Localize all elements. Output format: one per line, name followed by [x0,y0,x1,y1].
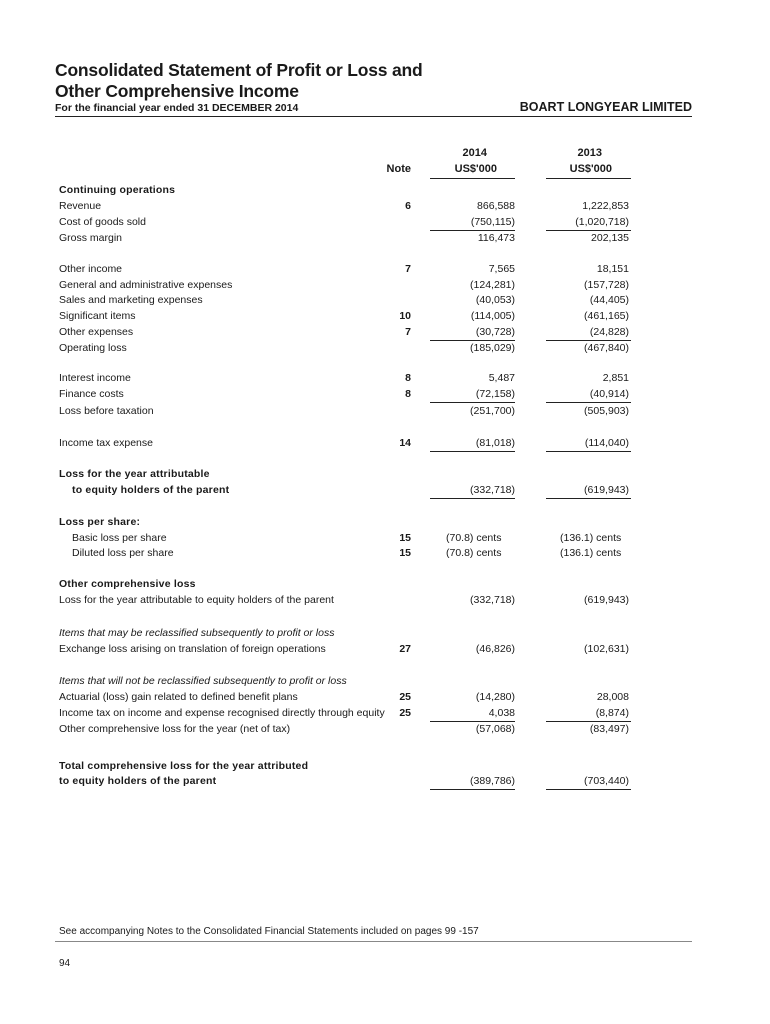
value-2014: (389,786) [470,775,515,787]
row-general-administrative [0,277,770,293]
row-interest-income [0,370,770,386]
row-note: 6 [405,200,411,212]
value-2014: 866,588 [477,200,515,212]
value-2014: (185,029) [470,342,515,354]
column-underline-2014 [430,178,515,179]
row-other-income [0,261,770,277]
column-unit-2013: US$'000 [569,163,612,175]
value-2014: (46,826) [475,643,515,655]
footer-divider [55,941,692,942]
value-2013: (102,631) [584,643,629,655]
subsection-label: Items that will not be reclassified subsequently to profit or loss [59,675,347,687]
row-label: Other comprehensive loss for the year (net of tax) [59,723,291,735]
column-underline-2013 [546,178,631,179]
header-divider [55,116,692,117]
section-label: Loss per share: [59,516,141,528]
row-revenue [0,198,770,214]
row-label: General and administrative expenses [59,279,233,291]
row-label: Other expenses [59,326,134,338]
row-diluted-loss-per-share [0,545,770,561]
row-note: 15 [399,532,411,544]
value-2014: (14,280) [475,691,515,703]
total-rule-2013 [546,789,631,790]
row-total-heading [0,758,770,774]
period-subtitle: For the financial year ended 31 DECEMBER 2014 [55,102,299,114]
row-note: 25 [399,691,411,703]
subtotal-rule-2014 [430,451,515,452]
value-2013: (114,040) [584,437,629,449]
row-note: 8 [405,372,411,384]
value-2013: (505,903) [584,405,629,417]
row-loss-attributable-heading [0,466,770,482]
row-label: Income tax expense [59,437,153,449]
value-2014: (40,053) [475,294,515,306]
value-2013: 202,135 [591,232,629,244]
value-2013: (44,405) [589,294,629,306]
row-label: Significant items [59,310,136,322]
value-2014: (72,158) [475,388,515,400]
row-sales-marketing [0,292,770,308]
row-total-comprehensive-loss [0,773,770,789]
row-other-comprehensive-net [0,721,770,737]
value-2013: (24,828) [589,326,629,338]
section-loss-per-share [0,514,770,530]
row-label: Gross margin [59,232,123,244]
row-label: Total comprehensive loss for the year attributed [59,760,309,772]
value-2013: (467,840) [584,342,629,354]
subsection-items-reclassified [0,625,770,641]
row-label: Income tax on income and expense recognised directly through equity [59,707,385,719]
row-income-tax-equity [0,705,770,721]
value-2014: (124,281) [470,279,515,291]
row-label: Diluted loss per share [72,547,174,559]
page-number: 94 [59,958,71,969]
row-label: Finance costs [59,388,124,400]
row-label: to equity holders of the parent [59,775,217,787]
row-exchange-loss [0,641,770,657]
row-label: Exchange loss arising on translation of foreign operations [59,643,326,655]
value-2013: (703,440) [584,775,629,787]
footer-note: See accompanying Notes to the Consolidated Financial Statements included on pages 99 -157 [59,926,479,937]
row-label: Loss before taxation [59,405,154,417]
value-2013: (157,728) [584,279,629,291]
value-2014: (114,005) [470,310,515,322]
value-2013: 18,151 [596,263,629,275]
row-other-expenses [0,324,770,340]
value-2013: (619,943) [584,594,629,606]
value-2014: 7,565 [488,263,515,275]
column-unit-2014: US$'000 [454,163,497,175]
row-loss-attributable-parent [0,592,770,608]
row-note: 27 [399,643,411,655]
row-label: Operating loss [59,342,127,354]
value-2013: (40,914) [589,388,629,400]
value-2014: (57,068) [475,723,515,735]
row-loss-before-taxation [0,403,770,419]
row-note: 14 [399,437,411,449]
value-2013: (619,943) [584,484,629,496]
value-2013: (8,874) [595,707,629,719]
row-label: Other income [59,263,123,275]
value-2013: (136.1) cents [560,532,622,544]
row-basic-loss-per-share [0,530,770,546]
row-label: Loss for the year attributable [59,468,210,480]
value-2014: (750,115) [470,216,515,228]
row-note: 7 [405,326,411,338]
value-2014: 4,038 [488,707,515,719]
row-label: Cost of goods sold [59,216,146,228]
row-label: Loss for the year attributable to equity holders of the parent [59,594,334,606]
value-2014: (70.8) cents [446,547,502,559]
value-2013: (136.1) cents [560,547,622,559]
value-2013: (83,497) [589,723,629,735]
value-2013: (461,165) [584,310,629,322]
row-finance-costs [0,386,770,402]
value-2014: (332,718) [470,484,515,496]
subsection-label: Items that may be reclassified subsequently to profit or loss [59,627,335,639]
row-label: Actuarial (loss) gain related to defined benefit plans [59,691,298,703]
value-2014: 5,487 [488,372,515,384]
row-note: 7 [405,263,411,275]
subtotal-rule-2013 [546,498,631,499]
row-note: 10 [399,310,411,322]
total-rule-2014 [430,789,515,790]
column-year-2013: 2013 [577,147,602,159]
row-label: Sales and marketing expenses [59,294,203,306]
value-2014: (251,700) [470,405,515,417]
value-2014: (81,018) [475,437,515,449]
row-actuarial [0,689,770,705]
statement-title [55,60,422,102]
row-note: 15 [399,547,411,559]
row-cost-of-goods-sold [0,214,770,230]
row-operating-loss [0,340,770,356]
company-name: BOART LONGYEAR LIMITED [519,100,692,114]
value-2013: 2,851 [602,372,629,384]
value-2013: 28,008 [596,691,629,703]
section-label: Other comprehensive loss [59,578,196,590]
row-significant-items [0,308,770,324]
row-loss-attributable [0,482,770,498]
row-note: 8 [405,388,411,400]
row-label: Interest income [59,372,131,384]
subtotal-rule-2013 [546,451,631,452]
value-2014: 116,473 [477,232,515,244]
row-label: to equity holders of the parent [72,484,230,496]
row-note: 25 [399,707,411,719]
column-note-header: Note [386,163,411,175]
row-gross-margin [0,230,770,246]
row-label: Revenue [59,200,102,212]
value-2014: (70.8) cents [446,532,502,544]
subtotal-rule-2014 [430,498,515,499]
title-line-1: Consolidated Statement of Profit or Loss and [55,60,423,80]
row-income-tax-expense [0,435,770,451]
subsection-items-not-reclassified [0,673,770,689]
section-continuing-operations [0,182,770,198]
row-label: Basic loss per share [72,532,167,544]
value-2013: 1,222,853 [582,200,629,212]
section-label: Continuing operations [59,184,176,196]
column-year-2014: 2014 [462,147,487,159]
value-2014: (30,728) [475,326,515,338]
value-2014: (332,718) [470,594,515,606]
section-other-comprehensive-loss [0,576,770,592]
value-2013: (1,020,718) [575,216,629,228]
title-line-2: Other Comprehensive Income [55,81,299,101]
